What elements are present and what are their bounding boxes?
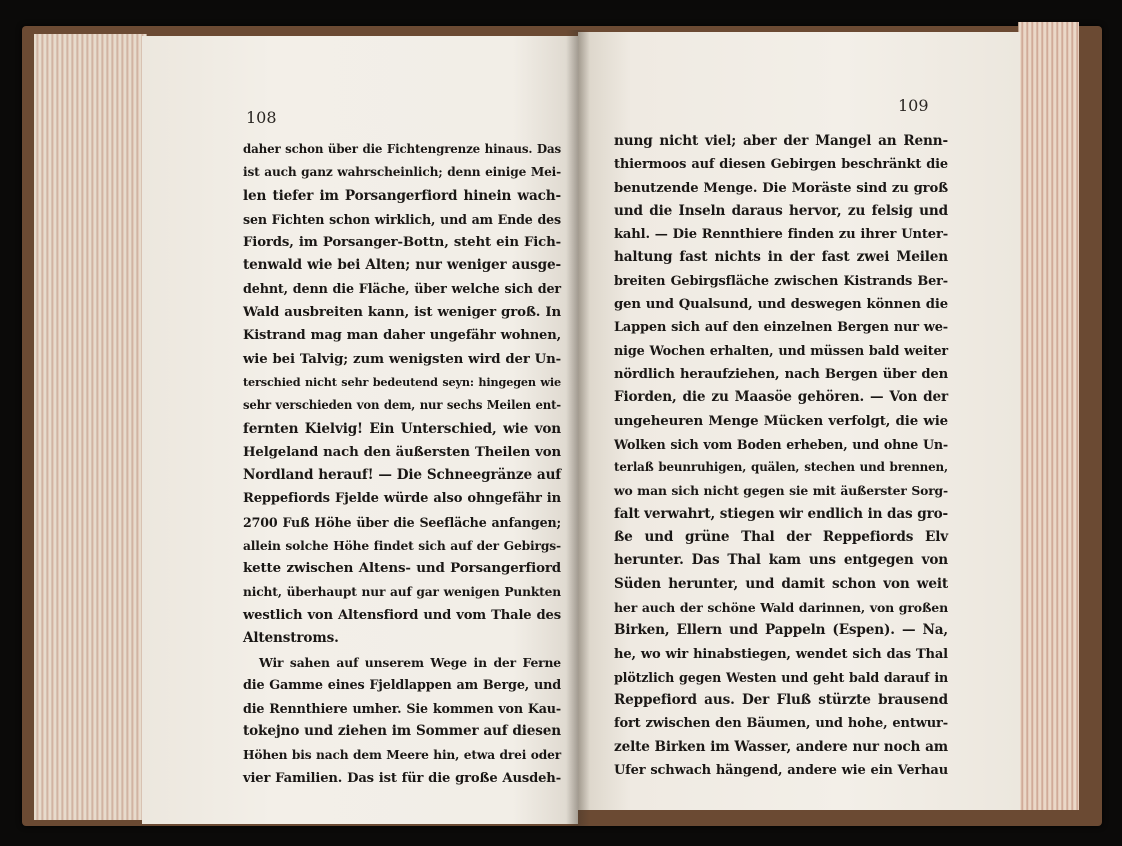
text-line: herunter. Das Thal kam uns entgegen von: [614, 552, 948, 569]
text-line: sen Fichten schon wirklich, und am Ende des: [243, 211, 561, 227]
text-line: ungeheuren Menge Mücken verfolgt, die wie: [614, 412, 948, 429]
text-line: Wald ausbreiten kann, ist weniger groß. In: [243, 304, 561, 321]
text-line: nicht, überhaupt nur auf gar wenigen Punkten: [243, 584, 561, 599]
left-page-text: [243, 138, 561, 790]
text-line: Ufer schwach hängend, andere wie ein Verhau: [614, 763, 948, 779]
text-line: Höhen bis nach dem Meere hin, etwa drei oder: [243, 747, 561, 762]
text-line: falt verwahrt, stiegen wir endlich in das gro-: [614, 505, 948, 522]
right-page-number: 109: [898, 96, 929, 115]
text-line: zelte Birken im Wasser, andere nur noch am: [614, 738, 948, 755]
text-line: len tiefer im Porsangerfiord hinein wach-: [243, 187, 561, 204]
text-line: her auch der schöne Wald darinnen, von großen: [614, 599, 948, 615]
text-line: die Rennthiere umher. Sie kommen von Kau-: [243, 701, 561, 717]
text-line: vier Familien. Das ist für die große Ausdeh-: [243, 771, 561, 787]
text-line: terlaß beunruhigen, quälen, stechen und brennen,: [614, 460, 948, 475]
page-edges-left: [34, 34, 147, 820]
text-line: ist auch ganz wahrscheinlich; denn einige Mei-: [243, 165, 561, 180]
text-line: Kistrand mag man daher ungefähr wohnen,: [243, 328, 561, 344]
text-line: Süden herunter, und damit schon von weit: [614, 575, 948, 592]
text-line: terschied nicht sehr bedeutend seyn: hingegen wie: [243, 374, 561, 389]
text-line: tenwald wie bei Alten; nur weniger ausge-: [243, 257, 561, 274]
text-line: Wir sahen auf unserem Wege in der Ferne: [259, 654, 561, 670]
text-line: fort zwischen den Bäumen, und hohe, entwur-: [614, 716, 948, 732]
text-line: Fiorden, die zu Maasöe gehören. — Von der: [614, 389, 948, 406]
text-line: nung nicht viel; aber der Mangel an Renn-: [614, 133, 948, 149]
text-line: nige Wochen erhalten, und müssen bald weiter: [614, 343, 948, 359]
text-line: kahl. — Die Rennthiere finden zu ihrer Unter-: [614, 227, 948, 243]
text-line: breiten Gebirgsfläche zwischen Kistrands Ber-: [614, 273, 948, 289]
text-line: daher schon über die Fichtengrenze hinaus. Das: [243, 142, 561, 156]
text-line: ße und grüne Thal der Reppefiords Elv: [614, 529, 948, 546]
text-line: Reppefiords Fjelde würde also ohngefähr in: [243, 491, 561, 507]
right-page: [578, 32, 1020, 810]
text-line: Nordland herauf! — Die Schneegränze auf: [243, 467, 561, 484]
text-line: sehr verschieden von dem, nur sechs Meilen ent-: [243, 398, 561, 413]
text-line: benutzende Menge. Die Moräste sind zu groß: [614, 180, 948, 196]
text-line: die Gamme eines Fjeldlappen am Berge, und: [243, 677, 561, 693]
page-edges-right: [1018, 22, 1079, 810]
text-line: Helgeland nach den äußersten Theilen von: [243, 444, 561, 460]
text-line: haltung fast nichts in der fast zwei Meilen: [614, 249, 948, 266]
text-line: nördlich heraufziehen, nach Bergen über den: [614, 366, 948, 382]
text-line: Reppefiord aus. Der Fluß stürzte brausend: [614, 692, 948, 709]
right-page-text: [614, 130, 948, 782]
text-line: allein solche Höhe findet sich auf der Gebirgs-: [243, 538, 561, 554]
text-line: 2700 Fuß Höhe über die Seefläche anfangen;: [243, 514, 561, 530]
text-line: wie bei Talvig; zum wenigsten wird der Un-: [243, 351, 561, 367]
text-line: tokejno und ziehen im Sommer auf diesen: [243, 723, 561, 740]
text-line: Altenstroms.: [243, 630, 339, 647]
text-line: plötzlich gegen Westen und geht bald darauf in: [614, 669, 948, 685]
left-page: [142, 36, 578, 824]
text-line: thiermoos auf diesen Gebirgen beschränkt die: [614, 157, 948, 173]
book-gutter: [566, 30, 590, 826]
text-line: fernten Kielvig! Ein Unterschied, wie von: [243, 420, 561, 437]
text-line: kette zwischen Altens- und Porsangerfiord: [243, 560, 561, 577]
text-line: he, wo wir hinabstiegen, wendet sich das Thal: [614, 646, 948, 662]
text-line: Birken, Ellern und Pappeln (Espen). — Na,: [614, 622, 948, 639]
text-line: Lappen sich auf den einzelnen Bergen nur we-: [614, 320, 948, 336]
text-line: gen und Qualsund, und deswegen können die: [614, 297, 948, 313]
text-line: und die Inseln daraus hervor, zu felsig und: [614, 202, 948, 219]
text-line: westlich von Altensfiord und vom Thale des: [243, 607, 561, 623]
text-line: dehnt, denn die Fläche, über welche sich der: [243, 281, 561, 297]
text-line: wo man sich nicht gegen sie mit äußerster Sorg-: [614, 483, 948, 499]
left-page-number: 108: [246, 108, 277, 127]
text-line: Fiords, im Porsanger-Bottn, steht ein Fich-: [243, 235, 561, 251]
text-line: Wolken sich vom Boden erheben, und ohne Un-: [614, 436, 948, 452]
